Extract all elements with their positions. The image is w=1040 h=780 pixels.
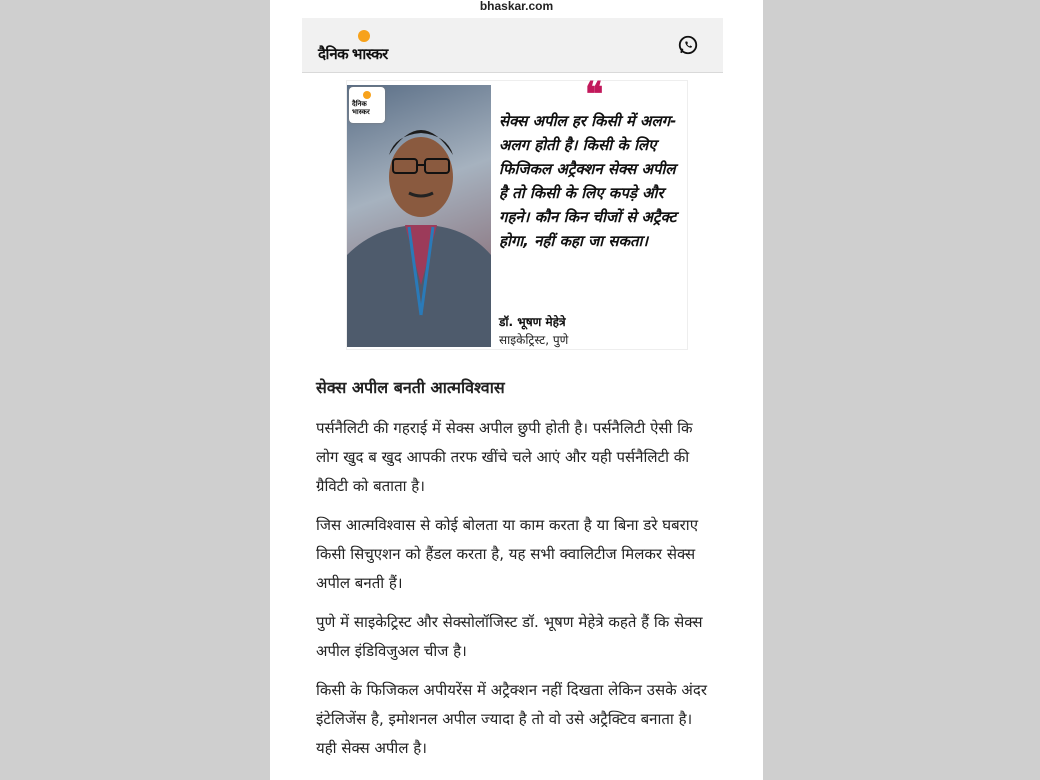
doctor-photo — [347, 85, 491, 347]
article-body — [316, 376, 714, 773]
article-paragraph: किसी के फिजिकल अपीयरेंस में अट्रैक्शन नहीं दिखता लेकिन उसके अंदर इंटेलिजेंस है, इमोशनल अपील ज्यादा है तो वो उसे अट्रैक्टिव बनाता है। यही सेक्स अपील है। — [316, 681, 707, 757]
brand-logo[interactable] — [318, 28, 418, 64]
quote-text: सेक्स अपील हर किसी में अलग-अलग होती है। किसी के लिए फिजिकल अट्रैक्शन सेक्स अपील है तो किसी के लिए कपड़े और गहने। कौन किन चीजों से अट्रैक्ट होगा, नहीं कहा जा सकता। — [499, 112, 677, 250]
logo-dot-icon — [358, 30, 370, 42]
quote-person-role: साइकेट्रिस्ट, पुणे — [499, 333, 569, 347]
mobile-page — [270, 0, 763, 780]
whatsapp-icon[interactable] — [677, 34, 699, 56]
photo-watermark-logo: दैनिक भास्कर — [349, 87, 385, 123]
article-paragraph: जिस आत्मविश्वास से कोई बोलता या काम करता है या बिना डरे घबराए किसी सिचुएशन को हैंडल करता है, यह सभी क्वालिटीज मिलकर सेक्स अपील बनती हैं। — [316, 516, 698, 592]
article-paragraph: पर्सनैलिटी की गहराई में सेक्स अपील छुपी होती है। पर्सनैलिटी ऐसी कि लोग खुद ब खुद आपकी तरफ खींचे चले आएं और यही पर्सनैलिटी की ग्रैविटी को बताता है। — [316, 419, 693, 495]
brand-name: दैनिक भास्कर — [318, 46, 388, 63]
article-paragraph: पुणे में साइकेट्रिस्ट और सेक्सोलॉजिस्ट डॉ. भूषण मेहेत्रे कहते हैं कि सेक्स अपील इंडिविजुअल चीज है। — [316, 613, 703, 660]
url-bar[interactable]: bhaskar.com — [479, 0, 554, 13]
quote-person-name: डॉ. भूषण मेहेत्रे — [499, 315, 566, 329]
quote-mark-icon: ❝ — [585, 77, 604, 114]
site-header — [302, 18, 723, 73]
article-subheading: सेक्स अपील बनती आत्मविश्वास — [316, 378, 505, 397]
quote-card-image — [346, 77, 688, 350]
